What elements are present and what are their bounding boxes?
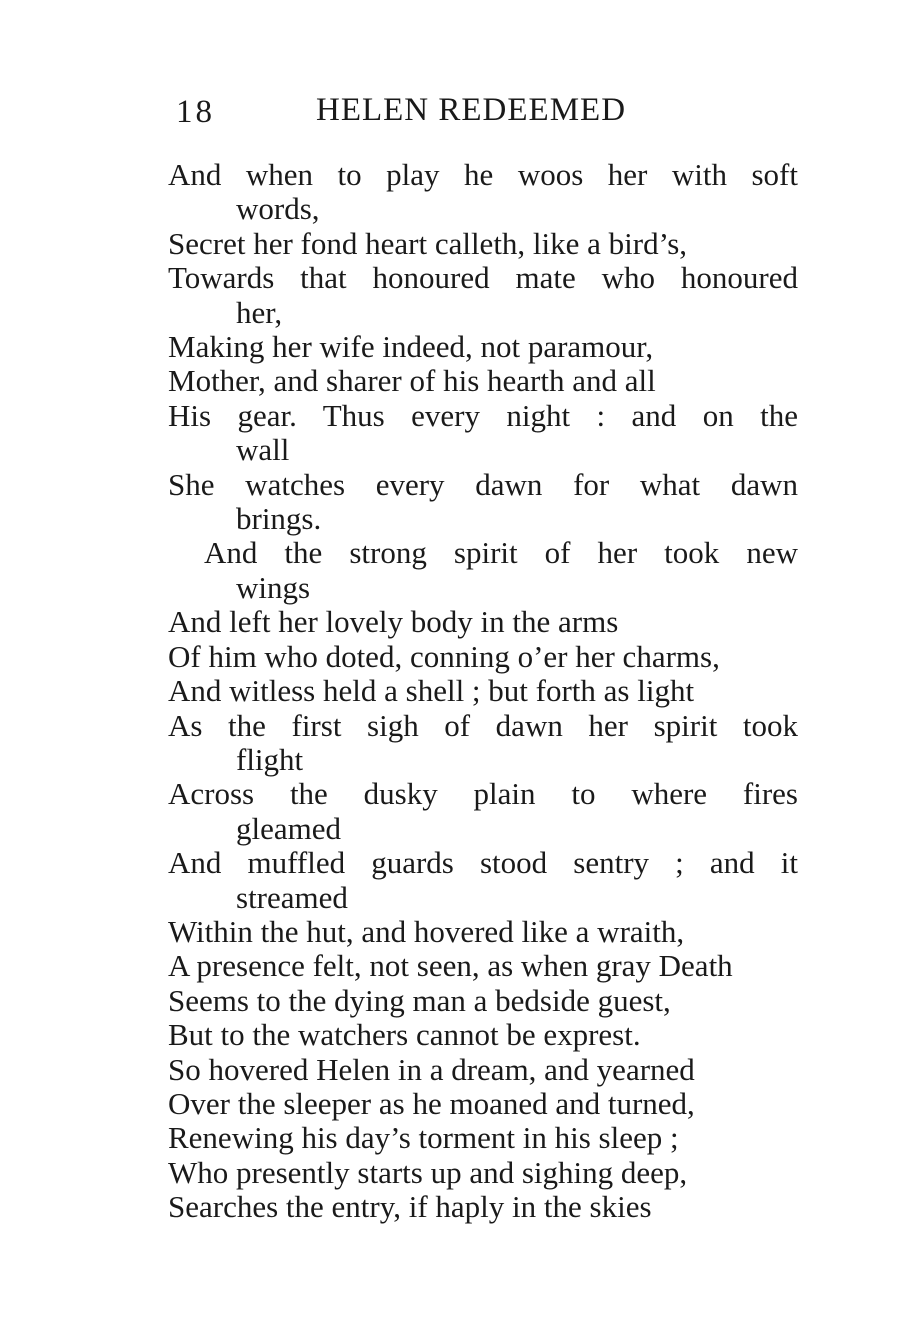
poem-line: His gear. Thus every night : and on the <box>168 397 798 433</box>
poem-line: Who presently starts up and sighing deep, <box>168 1154 688 1190</box>
page-header <box>176 92 676 136</box>
page-number: 18 <box>176 94 215 130</box>
poem-line-stanza-start: And the strong spirit of her took new <box>204 535 798 571</box>
poem-line-continuation: words, <box>236 191 320 227</box>
running-title: HELEN REDEEMED <box>316 92 627 128</box>
poem-line-continuation: streamed <box>236 879 348 915</box>
poem-line-continuation: gleamed <box>236 810 342 846</box>
poem-line: Mother, and sharer of his hearth and all <box>168 363 656 399</box>
poem-line: Making her wife indeed, not paramour, <box>168 329 654 365</box>
poem-text <box>168 158 798 1225</box>
poem-line: Searches the entry, if haply in the skies <box>168 1189 652 1225</box>
poem-line: But to the watchers cannot be exprest. <box>168 1017 641 1053</box>
poem-line-continuation: her, <box>236 294 283 330</box>
poem-line: Within the hut, and hovered like a wraith, <box>168 913 685 949</box>
poem-line: Secret her fond heart calleth, like a bird’s, <box>168 225 688 261</box>
poem-line: A presence felt, not seen, as when gray Death <box>168 948 733 984</box>
poem-line-continuation: wall <box>236 432 290 468</box>
poem-line: Across the dusky plain to where fires <box>168 776 798 812</box>
poem-line-continuation: flight <box>236 741 304 777</box>
poem-line-continuation: brings. <box>236 501 322 537</box>
poem-line: And left her lovely body in the arms <box>168 604 619 640</box>
poem-line: She watches every dawn for what dawn <box>168 466 798 502</box>
poem-line: Seems to the dying man a bedside guest, <box>168 982 671 1018</box>
poem-line: As the first sigh of dawn her spirit took <box>168 707 798 743</box>
poem-line: So hovered Helen in a dream, and yearned <box>168 1051 695 1087</box>
poem-line: Renewing his day’s torment in his sleep ; <box>168 1120 679 1156</box>
poem-line: Over the sleeper as he moaned and turned, <box>168 1085 695 1121</box>
poem-line: Of him who doted, conning o’er her charms, <box>168 638 720 674</box>
poem-line: Towards that honoured mate who honoured <box>168 260 798 296</box>
poem-line: And muffled guards stood sentry ; and it <box>168 845 798 881</box>
poem-line-continuation: wings <box>236 569 311 605</box>
poem-line: And when to play he woos her with soft <box>168 157 798 192</box>
poem-line: And witless held a shell ; but forth as light <box>168 673 695 709</box>
